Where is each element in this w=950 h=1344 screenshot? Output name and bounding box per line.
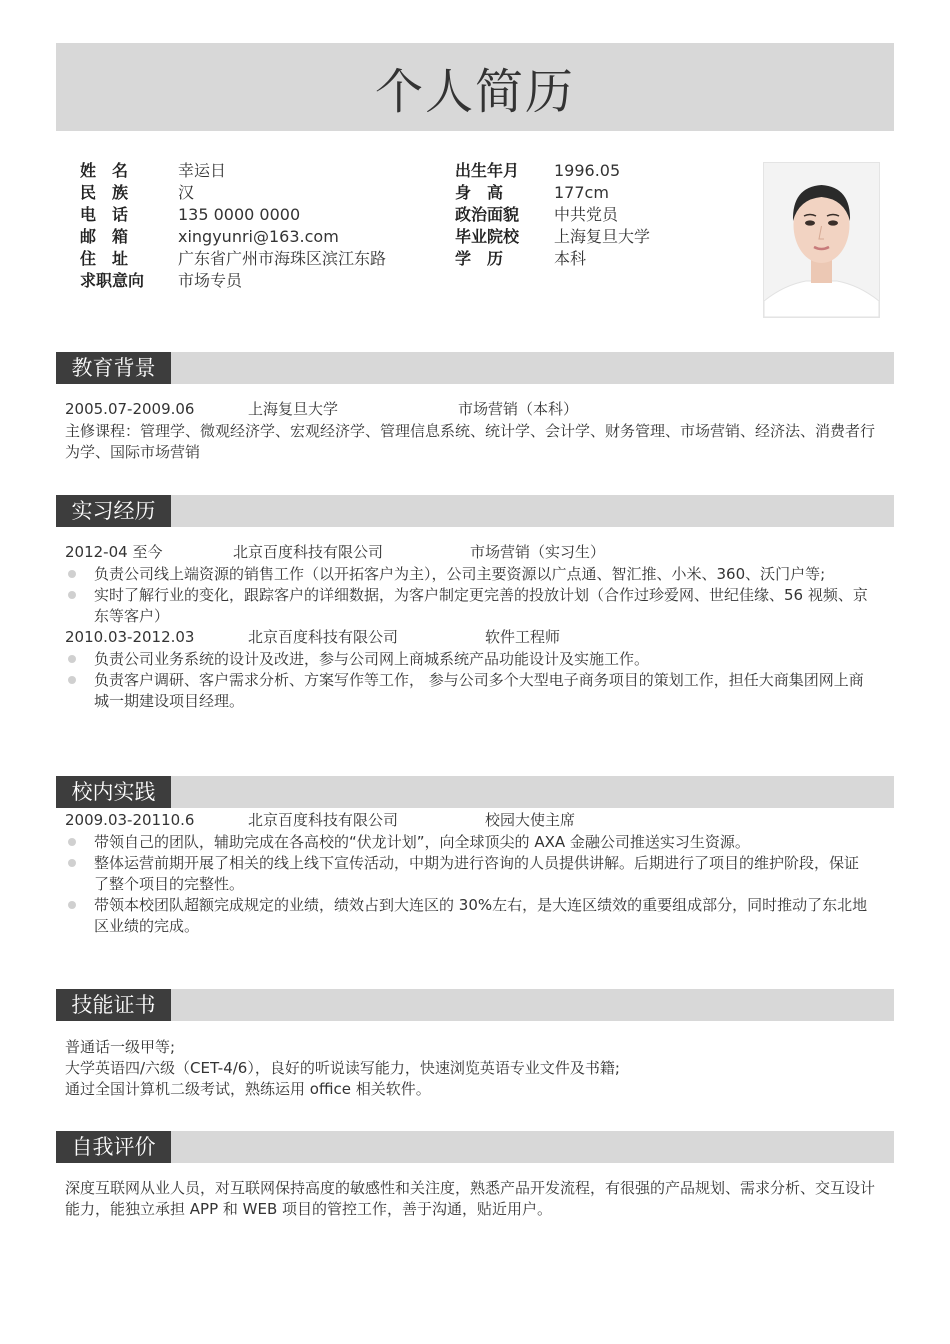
education-period: 2005.07-2009.06 [65,400,195,418]
job-period: 2012-04 至今 [65,543,163,561]
list-item [65,853,870,895]
campus-period: 2009.03-20110.6 [65,811,195,829]
section-title: 技能证书 [56,989,171,1021]
info-value: 本科 [554,249,587,268]
list-item [65,585,870,627]
bullet-icon [68,676,76,684]
bullet-text: 整体运营前期开展了相关的线上线下宣传活动，中期为进行咨询的人员提供讲解。后期进行了项目的维护阶段，保证了整个项目的完整性。 [94,854,860,893]
bullet-text: 带领本校团队超额完成规定的业绩，绩效占到大连区的 30%左右，是大连区绩效的重要组成部分，同时推动了东北地区业绩的完成。 [94,896,868,935]
campus-entry [65,810,885,831]
education-entry [65,399,885,420]
info-label: 姓 名 [80,161,129,180]
bullet-text: 负责客户调研、客户需求分析、方案写作等工作， 参与公司多个大型电子商务项目的策划工作，担任大商集团网上商城一期建设项目经理。 [94,671,864,710]
education-courses: 主修课程：管理学、微观经济学、宏观经济学、管理信息系统、统计学、会计学、财务管理、市场营销、经济法、消费者行为学、国际市场营销 [65,422,876,461]
info-value: 幸运日 [178,161,227,180]
job-role: 市场营销（实习生） [470,543,606,561]
list-item [65,564,870,585]
bullet-text: 带领自己的团队，辅助完成在各高校的“伏龙计划”，向全球顶尖的 AXA 金融公司推送实习生资源。 [94,833,750,851]
bullet-icon [68,655,76,663]
section-title: 校内实践 [56,776,171,808]
info-label: 住 址 [80,249,129,268]
job-role: 软件工程师 [485,628,561,646]
info-value: 1996.05 [554,161,621,180]
info-label: 邮 箱 [80,227,129,246]
section-title: 自我评价 [56,1131,171,1163]
section-title: 教育背景 [56,352,171,384]
bullet-icon [68,838,76,846]
bullet-text: 实时了解行业的变化，跟踪客户的详细数据，为客户制定更完善的投放计划（合作过珍爱网、世纪佳缘、56 视频、京东等客户） [94,586,868,625]
page-title: 个人简历 [374,63,575,120]
section-header-education [56,352,894,384]
info-label: 电 话 [80,205,129,224]
list-item [65,895,870,937]
info-value: 135 0000 0000 [178,205,301,224]
list-item [65,649,870,670]
section-title: 实习经历 [56,495,171,527]
job-entry [65,627,885,648]
education-school: 上海复旦大学 [248,400,339,418]
job-entry [65,542,885,563]
info-value: 市场专员 [178,271,243,290]
bullet-icon [68,859,76,867]
title-banner [56,43,894,131]
info-label: 毕业院校 [455,227,520,246]
info-value: 上海复旦大学 [554,227,651,246]
bullet-icon [68,570,76,578]
info-label: 学 历 [455,249,504,268]
info-label: 求职意向 [80,271,145,290]
list-item [65,670,870,712]
bullet-text: 负责公司业务系统的设计及改进，参与公司网上商城系统产品功能设计及实施工作。 [94,650,650,668]
info-label: 政治面貌 [455,205,520,224]
bullet-text: 负责公司线上端资源的销售工作（以开拓客户为主），公司主要资源以广点通、智汇推、小米、360、沃门户等; [94,565,826,583]
job-company: 北京百度科技有限公司 [233,543,384,561]
info-label: 出生年月 [455,161,520,180]
skill-line: 通过全国计算机二级考试，熟练运用 office 相关软件。 [65,1080,431,1098]
section-header-campus [56,776,894,808]
info-value: 汉 [178,183,195,202]
section-header-internship [56,495,894,527]
job-period: 2010.03-2012.03 [65,628,195,646]
info-value: 中共党员 [554,205,619,224]
info-value: 广东省广州市海珠区滨江东路 [178,249,387,268]
campus-role: 校园大使主席 [485,811,576,829]
info-value: 177cm [554,183,609,202]
section-header-self-eval [56,1131,894,1163]
info-label: 身 高 [455,183,504,202]
list-item [65,832,870,853]
campus-company: 北京百度科技有限公司 [248,811,399,829]
job-company: 北京百度科技有限公司 [248,628,399,646]
bullet-icon [68,901,76,909]
section-header-skills [56,989,894,1021]
education-major: 市场营销（本科） [458,400,579,418]
info-value: xingyunri@163.com [178,227,339,246]
skill-line: 大学英语四/六级（CET-4/6），良好的听说读写能力，快速浏览英语专业文件及书籍; [65,1059,620,1077]
info-label: 民 族 [80,183,129,202]
skill-line: 普通话一级甲等; [65,1038,176,1056]
bullet-icon [68,591,76,599]
self-eval-text: 深度互联网从业人员，对互联网保持高度的敏感性和关注度，熟悉产品开发流程，有很强的产品规划、需求分析、交互设计能力，能独立承担 APP 和 WEB 项目的管控工作，善于沟通，贴近用户。 [65,1179,876,1218]
profile-photo [763,162,880,318]
